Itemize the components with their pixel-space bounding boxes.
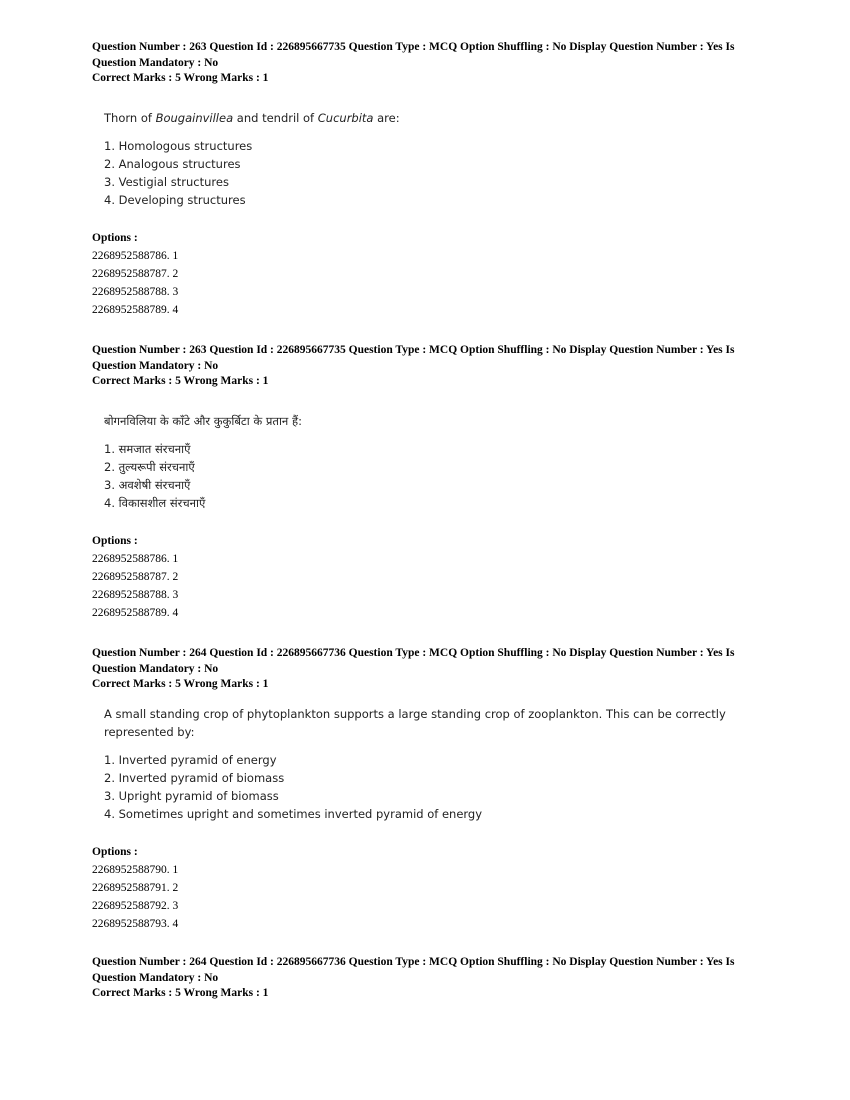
question-stem: Thorn of Bougainvillea and tendril of Cucurbita are: — [104, 110, 400, 125]
choice-item: 3. Vestigial structures — [104, 174, 229, 189]
choice-item: 4. विकासशील संरचनाएँ — [104, 495, 206, 510]
choice-list — [104, 751, 772, 823]
marks-line: Correct Marks : 5 Wrong Marks : 1 — [92, 72, 269, 84]
question-meta-line: Question Number : 263 Question Id : 226895667735 Question Type : MCQ Option Shuffling : No Display Question Number : Yes Is — [92, 344, 735, 356]
question-meta-line: Question Number : 264 Question Id : 226895667736 Question Type : MCQ Option Shuffling : No Display Question Number : Yes Is — [92, 956, 735, 968]
marks-line: Correct Marks : 5 Wrong Marks : 1 — [92, 375, 269, 387]
choice-item: 3. Upright pyramid of biomass — [104, 788, 279, 803]
option-id: 2268952588787. 2 — [92, 570, 179, 583]
option-id: 2268952588788. 3 — [92, 588, 179, 601]
choice-item: 1. समजात संरचनाएँ — [104, 441, 191, 456]
question-content — [104, 109, 772, 209]
option-id: 2268952588788. 3 — [92, 285, 179, 298]
question-mandatory: Question Mandatory : No — [92, 359, 219, 372]
choice-item: 2. Inverted pyramid of biomass — [104, 770, 285, 785]
option-id: 2268952588786. 1 — [92, 249, 179, 262]
question-content — [104, 705, 772, 823]
option-id: 2268952588792. 3 — [92, 899, 179, 912]
option-id: 2268952588789. 4 — [92, 606, 179, 619]
question-mandatory: Question Mandatory : No — [92, 56, 219, 69]
stem-line: represented by: — [104, 724, 195, 739]
option-id: 2268952588786. 1 — [92, 552, 179, 565]
question-block-264-en — [92, 646, 772, 933]
options-label: Options : — [92, 534, 138, 547]
stem-line: A small standing crop of phytoplankton supports a large standing crop of zooplankton. This can be correctly — [104, 706, 726, 721]
question-mandatory: Question Mandatory : No — [92, 662, 219, 675]
question-meta — [92, 343, 772, 390]
marks-line: Correct Marks : 5 Wrong Marks : 1 — [92, 987, 269, 999]
marks-line: Correct Marks : 5 Wrong Marks : 1 — [92, 678, 269, 690]
question-meta — [92, 955, 772, 1002]
question-content — [104, 412, 772, 512]
choice-list — [104, 137, 772, 209]
options-list — [92, 247, 772, 319]
question-block-264-hi — [92, 955, 772, 1002]
question-meta-line: Question Number : 264 Question Id : 226895667736 Question Type : MCQ Option Shuffling : No Display Question Number : Yes Is — [92, 647, 735, 659]
question-stem: बोगनविलिया के काँटे और कुकुर्बिटा के प्रतान हैं: — [104, 413, 302, 428]
choice-list — [104, 440, 772, 512]
option-id: 2268952588790. 1 — [92, 863, 179, 876]
question-meta-line: Question Number : 263 Question Id : 226895667735 Question Type : MCQ Option Shuffling : No Display Question Number : Yes Is — [92, 41, 735, 53]
choice-item: 1. Inverted pyramid of energy — [104, 752, 277, 767]
question-block-263-en — [92, 40, 772, 319]
choice-item: 4. Sometimes upright and sometimes inverted pyramid of energy — [104, 806, 483, 821]
options-label: Options : — [92, 231, 138, 244]
option-id: 2268952588787. 2 — [92, 267, 179, 280]
option-id: 2268952588791. 2 — [92, 881, 179, 894]
option-id: 2268952588789. 4 — [92, 303, 179, 316]
choice-item: 2. Analogous structures — [104, 156, 241, 171]
choice-item: 1. Homologous structures — [104, 138, 253, 153]
choice-item: 4. Developing structures — [104, 192, 246, 207]
options-list — [92, 861, 772, 933]
options-list — [92, 550, 772, 622]
option-id: 2268952588793. 4 — [92, 917, 179, 930]
question-meta — [92, 646, 772, 693]
question-meta — [92, 40, 772, 87]
choice-item: 3. अवशेषी संरचनाएँ — [104, 477, 191, 492]
question-block-263-hi — [92, 343, 772, 622]
options-label: Options : — [92, 845, 138, 858]
choice-item: 2. तुल्यरूपी संरचनाएँ — [104, 459, 195, 474]
question-stem — [104, 705, 772, 741]
question-mandatory: Question Mandatory : No — [92, 971, 219, 984]
